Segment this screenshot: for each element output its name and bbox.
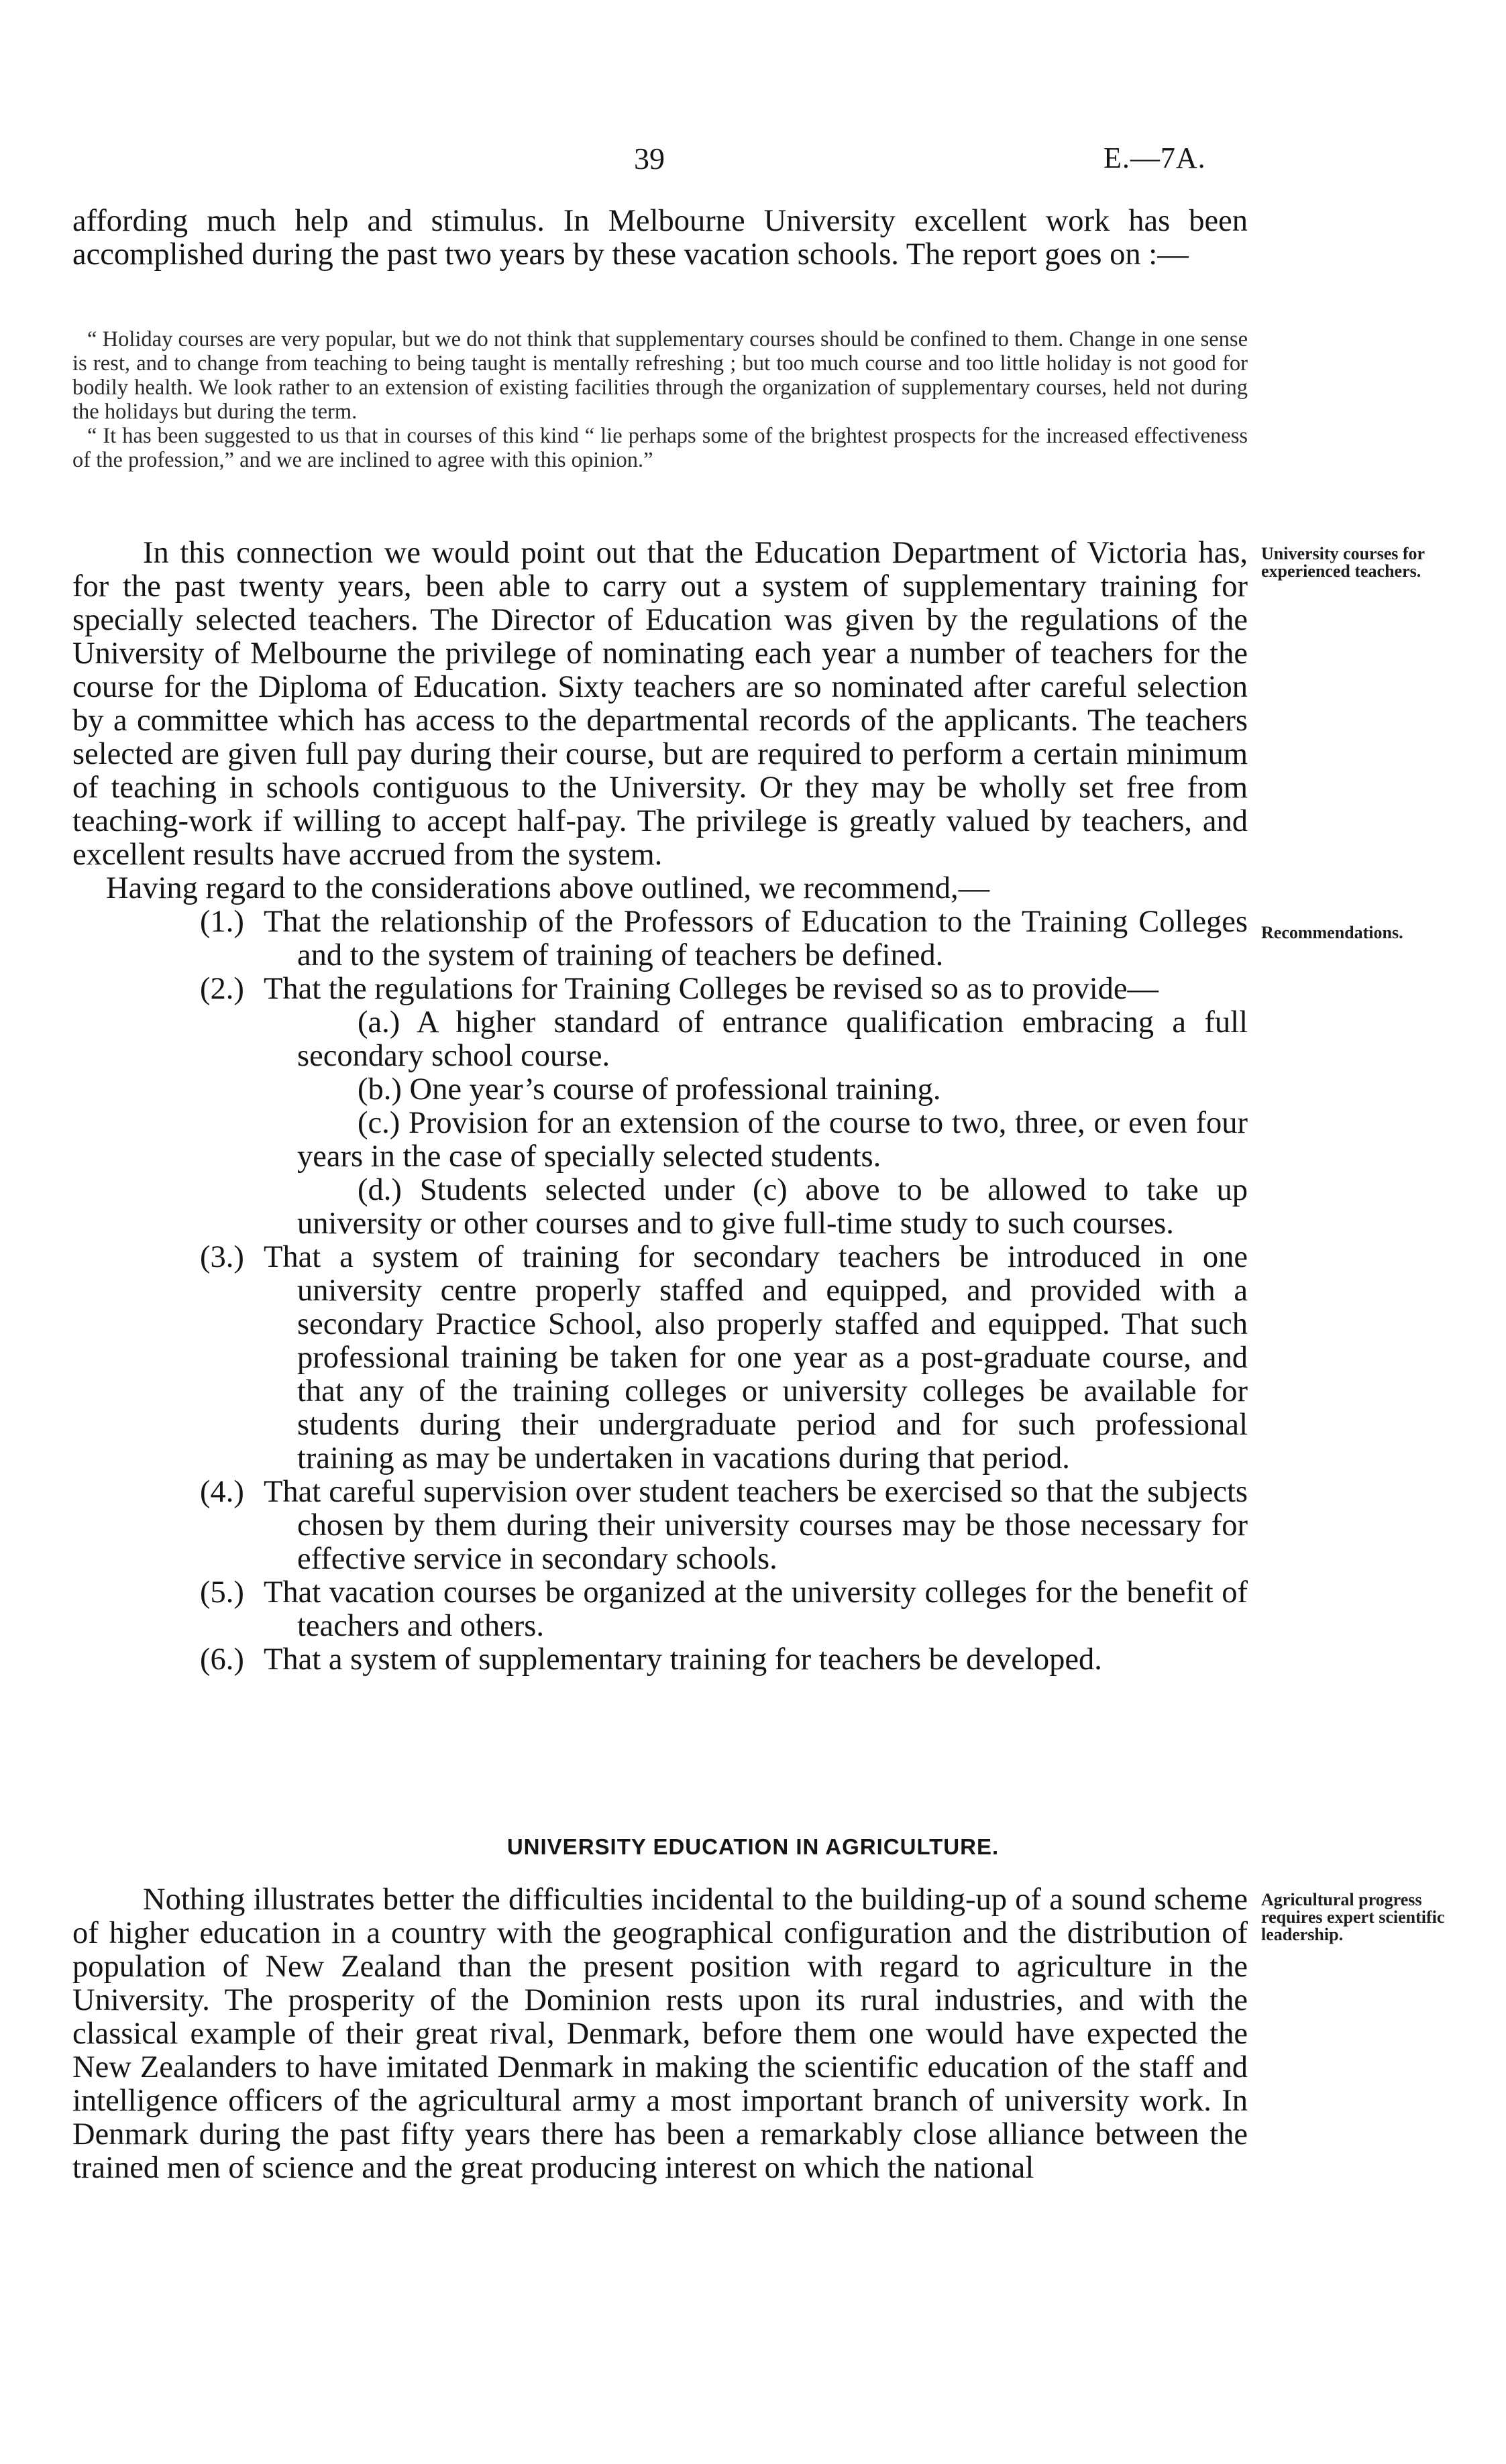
page-header [0,141,1506,181]
recommend-intro: Having regard to the considerations above outlined, we recommend,— [106,871,990,905]
recommendation-item [72,905,1248,972]
margin-note-university-courses: University courses for experienced teachers. [1261,544,1425,581]
recommendation-item [72,1241,1248,1475]
sub-item-label: (a.) [358,1005,400,1040]
sub-item [72,1006,1248,1073]
recommendation-number: (3.) [200,1240,244,1274]
recommendation-item [72,1475,1248,1576]
quote-paragraph-2: “ It has been suggested to us that in courses of this kind “ lie perhaps some of the brightest prospects for the increased effectiveness of the profession,” and we are inclined to agree with this opinion.” [72,424,1248,472]
recommendation-text: That a system of training for secondary teachers be introduced in one university centre properly staffed and equipped, and provided with a secondary Practice School, also properly staffed and equipped. That such professional training be taken for one year as a post-graduate course, and that any of the training colleges or university colleges be available for students during their undergraduate period and for such professional training as may be undertaken in vacations during that period. [264,1240,1248,1475]
agriculture-block [72,1883,1248,2185]
sub-item-label: (b.) [358,1072,402,1107]
margin-note-agricultural: Agricultural progress requires expert scientific leadership. [1261,1890,1445,1944]
sub-item-label: (d.) [358,1173,402,1207]
recommendation-list [72,905,1248,1677]
sub-item [72,1174,1248,1241]
recommendation-item [72,972,1248,1006]
margin-note-recommendations: Recommendations. [1261,923,1403,942]
recommendation-number: (5.) [200,1575,244,1610]
recommendation-text: That the relationship of the Professors of Education to the Training Colleges and to the system of training of teachers be defined. [264,905,1248,972]
recommendation-item [72,1643,1248,1677]
intro-block [72,205,1248,272]
recommendation-text: That vacation courses be organized at the university colleges for the benefit of teachers and others. [264,1575,1248,1643]
intro-paragraph: affording much help and stimulus. In Melbourne University excellent work has been accomplished during the past two years by these vacation schools. The report goes on :— [72,204,1248,272]
page-reference: E.—7A. [1104,142,1206,174]
sub-item-text: Provision for an extension of the course to two, three, or even four years in the case of specially selected students. [297,1106,1248,1174]
sub-item-text: Students selected under (c) above to be allowed to take up university or other courses and to give full-time study to such courses. [297,1173,1248,1241]
sub-item [72,1073,1248,1107]
recommendation-number: (4.) [200,1475,244,1509]
recommendation-number: (2.) [200,972,244,1006]
section-heading: UNIVERSITY EDUCATION IN AGRICULTURE. [506,1834,1000,1859]
page-number: 39 [634,142,665,176]
victoria-block [72,537,1248,1677]
recommendation-text: That the regulations for Training Colleges be revised so as to provide— [264,972,1159,1006]
recommendation-item [72,1576,1248,1643]
sub-item-text: One year’s course of professional training. [409,1072,941,1107]
quote-paragraph-1: “ Holiday courses are very popular, but we do not think that supplementary courses should be confined to them. Change in one sense is rest, and to change from teaching to being taught is mentally refreshing ; but too much course and too little holiday is not good for bodily health. We look rather to an extension of existing facilities through the organization of supplementary courses, held not during the holidays but during the term. [72,327,1248,424]
agriculture-paragraph: Nothing illustrates better the difficulties incidental to the building-up of a sound scheme of higher education in a country with the geographical configuration and the distribution of population of New Zealand than the present position with regard to agriculture in the University. The prosperity of the Dominion rests upon its rural industries, and with the classical example of their great rival, Denmark, before them one would have expected the New Zealanders to have imitated Denmark in making the scientific education of the staff and intelligence officers of the agricultural army a most important branch of university work. In Denmark during the past fifty years there has been a remarkably close alliance between the trained men of science and the great producing interest on which the national [72,1883,1248,2185]
victoria-paragraph: In this connection we would point out that the Education Department of Victoria has, for the past twenty years, been able to carry out a system of supplementary training for specially selected teachers. The Director of Education was given by the regulations of the University of Melbourne the privilege of nominating each year a number of teachers for the course for the Diploma of Education. Sixty teachers are so nominated after careful selection by a committee which has access to the departmental records of the applicants. The teachers selected are given full pay during their course, but are required to perform a certain minimum of teaching in schools contiguous to the University. Or they may be wholly set free from teaching-work if willing to accept half-pay. The privilege is greatly valued by teachers, and excellent results have accrued from the system. [72,536,1248,872]
sub-item [72,1107,1248,1174]
recommendation-number: (6.) [200,1642,244,1677]
recommendation-text: That careful supervision over student teachers be exercised so that the subjects chosen by them during their university courses may be those necessary for effective service in secondary schools. [264,1475,1248,1576]
recommendation-text: That a system of supplementary training for teachers be developed. [264,1642,1102,1677]
recommendation-number: (1.) [200,905,244,939]
sub-item-text: A higher standard of entrance qualification embracing a full secondary school course. [297,1005,1248,1073]
sub-item-label: (c.) [358,1106,400,1140]
quotation-block [72,327,1248,472]
